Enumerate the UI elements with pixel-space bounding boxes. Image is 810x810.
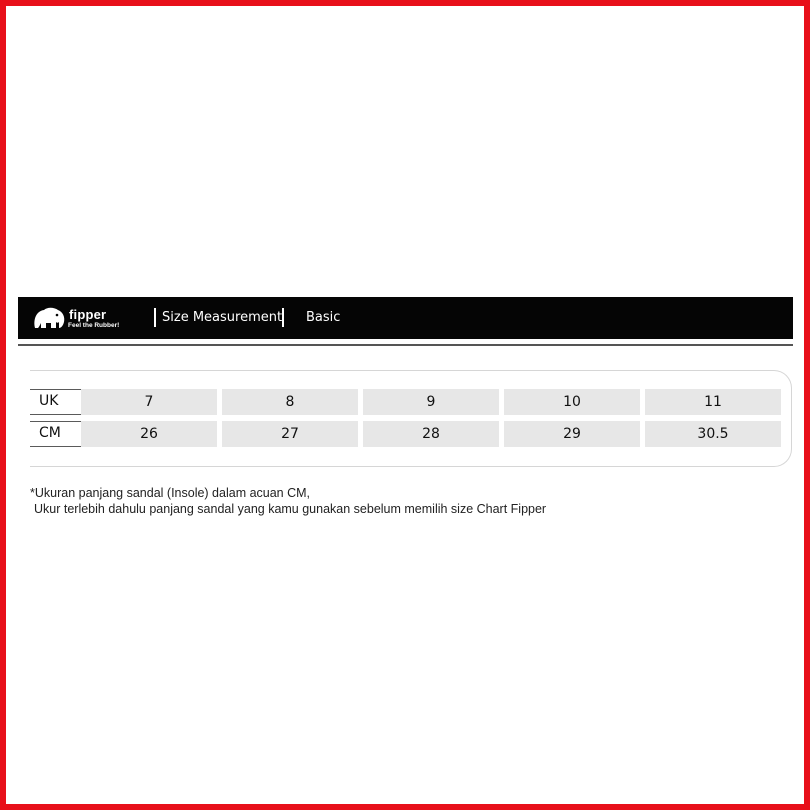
table-cell: 9	[363, 389, 499, 415]
row-label-cm: CM	[30, 421, 98, 447]
header-title: Size Measurement	[162, 310, 283, 325]
elephant-icon	[32, 306, 66, 330]
header-divider	[154, 308, 156, 327]
brand-name: fipper	[69, 307, 107, 322]
row-label-uk: UK	[30, 389, 98, 415]
table-cell: 27	[222, 421, 358, 447]
table-cell: 28	[363, 421, 499, 447]
header-underline	[18, 344, 793, 346]
note-line: *Ukuran panjang sandal (Insole) dalam acuan CM,	[30, 486, 311, 500]
table-cell: 30.5	[645, 421, 781, 447]
header-bar	[18, 297, 793, 339]
header-subtitle: Basic	[306, 310, 341, 325]
note-line: Ukur terlebih dahulu panjang sandal yang kamu gunakan sebelum memilih size Chart Fipper	[34, 502, 547, 516]
table-cell: 8	[222, 389, 358, 415]
header-divider	[282, 308, 284, 327]
table-cell: 10	[504, 389, 640, 415]
table-cell: 29	[504, 421, 640, 447]
brand-tagline: Feel the Rubber!	[68, 322, 120, 329]
table-cell: 26	[81, 421, 217, 447]
table-cell: 7	[81, 389, 217, 415]
size-table-border	[30, 370, 792, 467]
brand-logo	[32, 306, 142, 332]
table-cell: 11	[645, 389, 781, 415]
